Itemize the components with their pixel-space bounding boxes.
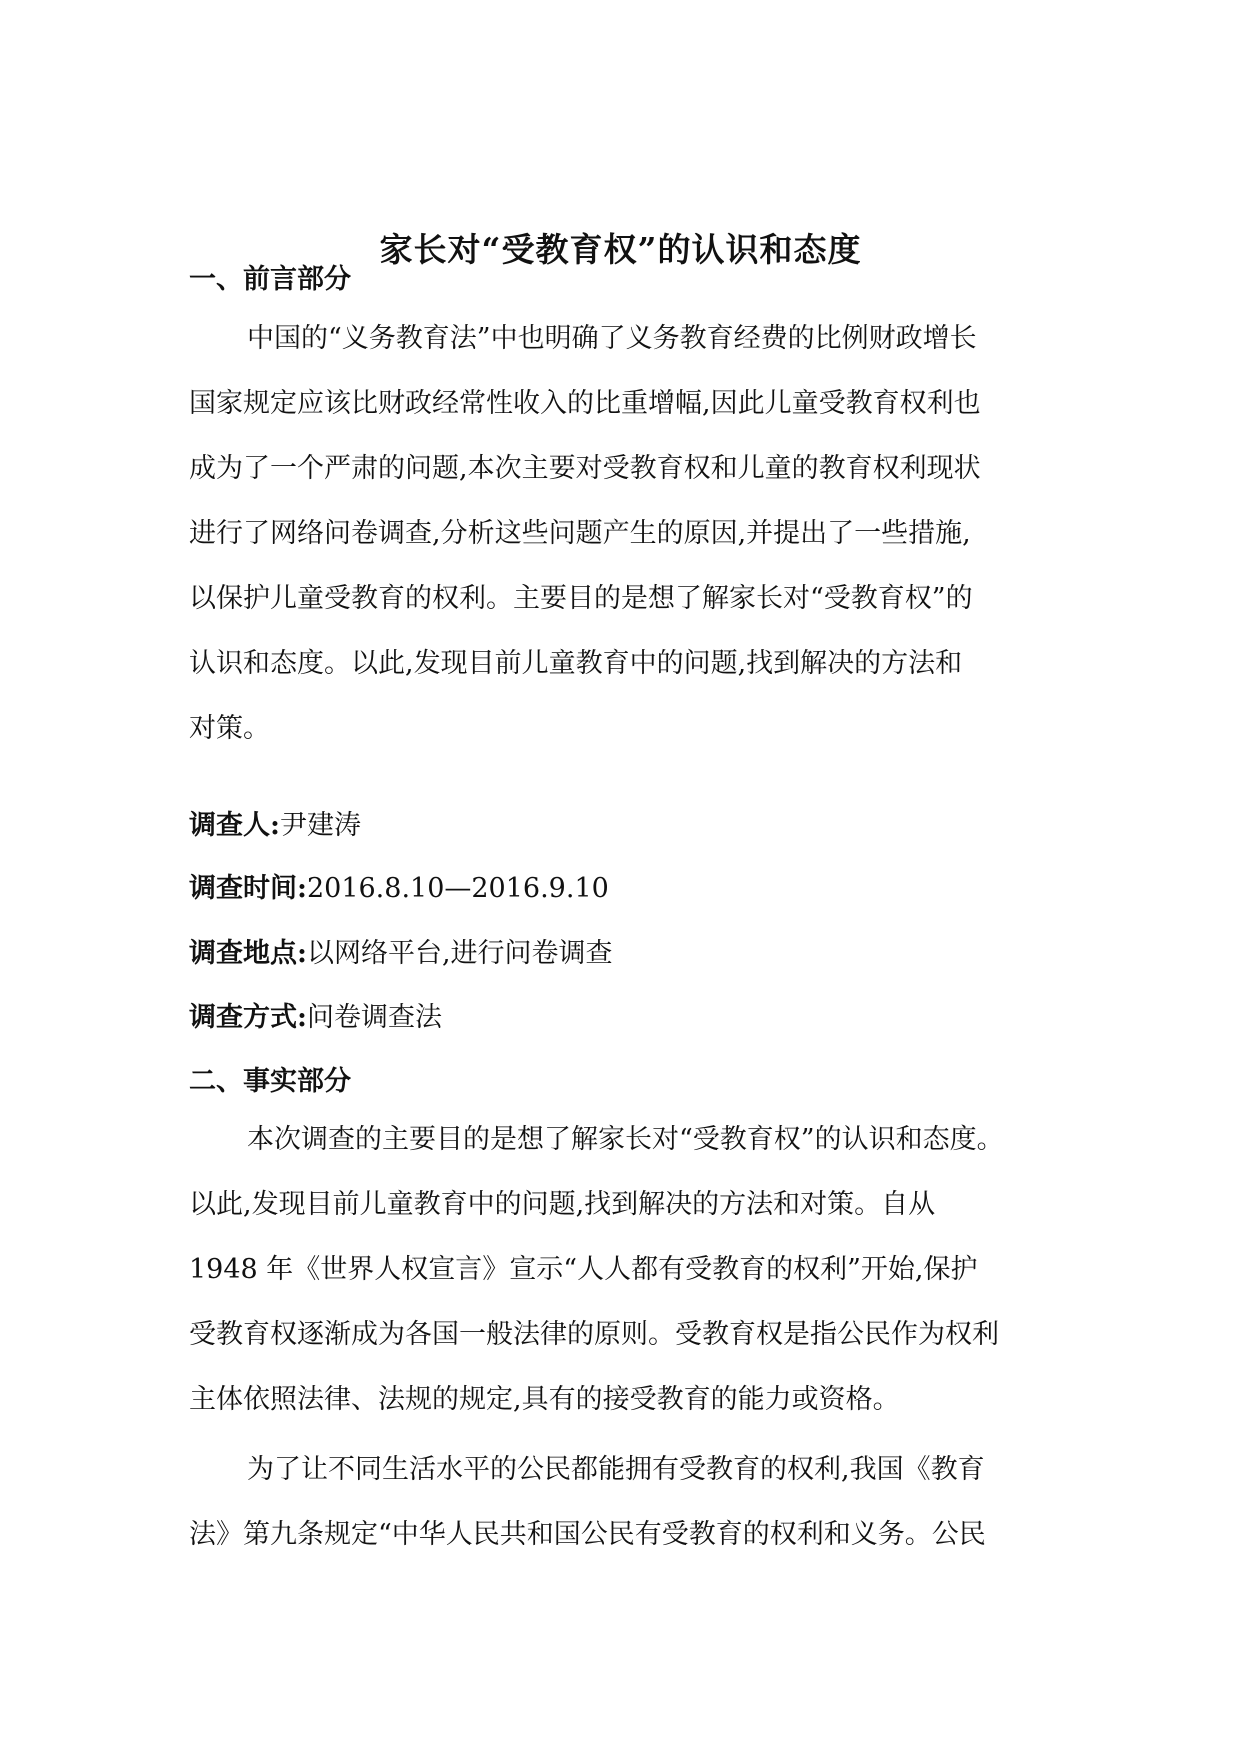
section-heading-facts: 二、事实部分 — [189, 1066, 351, 1097]
paragraph-line: 成为了一个严肃的问题,本次主要对受教育权和儿童的教育权利现状 — [189, 453, 981, 484]
paragraph-line: 法》第九条规定“中华人民共和国公民有受教育的权利和义务。公民 — [189, 1519, 986, 1550]
survey-method-value: 问卷调查法 — [306, 1002, 442, 1033]
investigator-label: 调查人: — [189, 810, 280, 841]
investigator-value: 尹建涛 — [279, 810, 361, 841]
survey-time-label: 调查时间: — [189, 873, 307, 904]
facts-paragraph-2 — [189, 1437, 1061, 1567]
paragraph-line: 1948 年《世界人权宣言》宣示“人人都有受教育的权利”开始,保护 — [189, 1254, 978, 1285]
paragraph-line: 主体依照法律、法规的规定,具有的接受教育的能力或资格。 — [189, 1384, 900, 1415]
facts-paragraph-1 — [189, 1107, 1061, 1432]
paragraph-line: 以此,发现目前儿童教育中的问题,找到解决的方法和对策。自从 — [189, 1189, 936, 1220]
section-heading-preface: 一、前言部分 — [189, 264, 351, 295]
paragraph-line: 本次调查的主要目的是想了解家长对“受教育权”的认识和态度。 — [247, 1124, 1004, 1155]
survey-place-label: 调查地点: — [189, 938, 307, 969]
survey-time-value: 2016.8.10—2016.9.10 — [306, 873, 609, 904]
survey-time-row — [189, 871, 609, 907]
preface-paragraph — [189, 306, 1061, 761]
survey-method-label: 调查方式: — [189, 1002, 307, 1033]
survey-place-value: 以网络平台,进行问卷调查 — [306, 938, 613, 969]
paragraph-line: 为了让不同生活水平的公民都能拥有受教育的权利,我国《教育 — [247, 1454, 985, 1485]
paragraph-line: 进行了网络问卷调查,分析这些问题产生的原因,并提出了一些措施, — [189, 518, 971, 549]
investigator-row — [189, 808, 361, 844]
survey-place-row — [189, 936, 613, 972]
paragraph-line: 受教育权逐渐成为各国一般法律的原则。受教育权是指公民作为权利 — [189, 1319, 999, 1350]
survey-method-row — [189, 1000, 442, 1036]
paragraph-line: 对策。 — [189, 713, 270, 744]
paragraph-line: 中国的“义务教育法”中也明确了义务教育经费的比例财政增长 — [247, 323, 977, 354]
document-title: 家长对“受教育权”的认识和态度 — [379, 230, 862, 269]
paragraph-line: 以保护儿童受教育的权利。主要目的是想了解家长对“受教育权”的 — [189, 583, 973, 614]
paragraph-line: 国家规定应该比财政经常性收入的比重增幅,因此儿童受教育权利也 — [189, 388, 981, 419]
paragraph-line: 认识和态度。以此,发现目前儿童教育中的问题,找到解决的方法和 — [189, 648, 963, 679]
